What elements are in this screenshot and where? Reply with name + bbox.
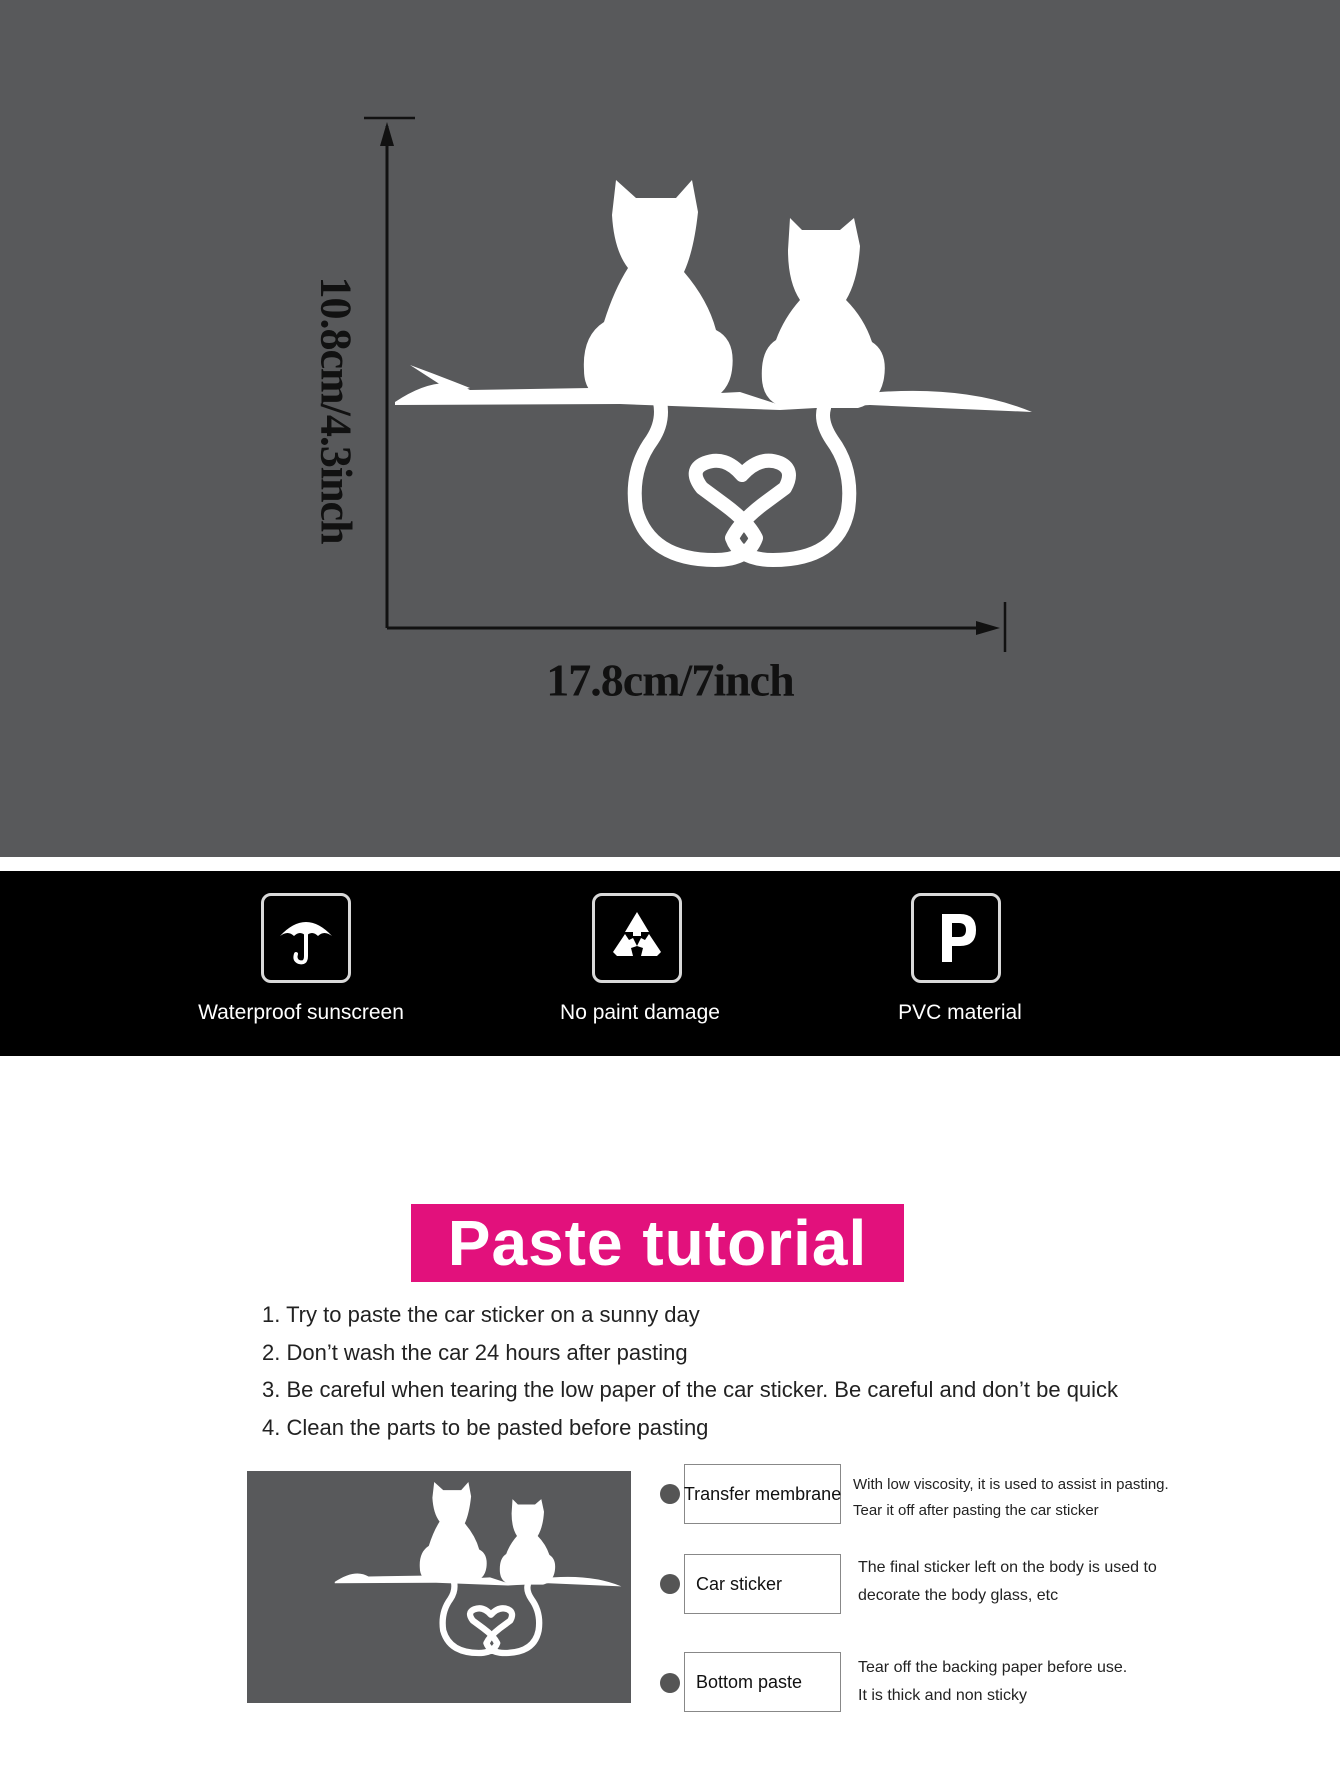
tutorial-step: 3. Be careful when tearing the low paper of the car sticker. Be careful and don’t be quick — [262, 1377, 1119, 1402]
dimension-panel — [0, 0, 1340, 857]
layer-description-line: The final sticker left on the body is used to — [858, 1559, 1157, 1576]
bullet-dot-icon — [660, 1574, 680, 1594]
height-dimension-label: 10.8cm/4.3inch — [311, 276, 361, 544]
tutorial-step: 1. Try to paste the car sticker on a sunny day — [262, 1302, 700, 1327]
feature-bar — [0, 871, 1340, 1056]
layer-label-box: Transfer membrane — [684, 1464, 841, 1524]
tutorial-step: 2. Don’t wash the car 24 hours after pasting — [262, 1339, 688, 1365]
layer-description-line: Tear off the backing paper before use. — [858, 1659, 1128, 1676]
feature-label-waterproof: Waterproof sunscreen — [198, 1001, 404, 1024]
layer-description — [858, 1654, 1127, 1710]
layer-label-box: Car sticker — [684, 1554, 841, 1614]
width-dimension-label: 17.8cm/7inch — [546, 654, 794, 706]
height-arrow-icon — [380, 122, 394, 146]
layer-description-line: It is thick and non sticky — [858, 1687, 1027, 1704]
layer-label-box: Bottom paste — [684, 1652, 841, 1712]
feature-label-pvc-material: PVC material — [898, 1001, 1022, 1024]
layer-description-line: decorate the body glass, etc — [858, 1587, 1059, 1604]
width-arrow-icon — [976, 621, 1000, 635]
layer-description-line: Tear it off after pasting the car sticker — [853, 1502, 1099, 1519]
tutorial-step: 4. Clean the parts to be pasted before pasting — [262, 1414, 709, 1440]
tutorial-steps — [262, 1300, 1118, 1450]
layer-description-line: With low viscosity, it is used to assist in pasting. — [853, 1476, 1169, 1493]
cats-sticker-image — [395, 180, 1032, 560]
layer-description — [853, 1472, 1169, 1524]
feature-pvc-material — [0, 871, 1200, 1056]
sticker-dimension-drawing — [0, 0, 1340, 857]
sticker-preview-image — [247, 1471, 631, 1703]
feature-label-no-paint-damage: No paint damage — [560, 1001, 720, 1024]
tutorial-title: Paste tutorial — [411, 1204, 904, 1282]
layer-description — [858, 1554, 1157, 1610]
parking-p-icon — [911, 893, 1001, 983]
bullet-dot-icon — [660, 1673, 680, 1693]
bullet-dot-icon — [660, 1484, 680, 1504]
